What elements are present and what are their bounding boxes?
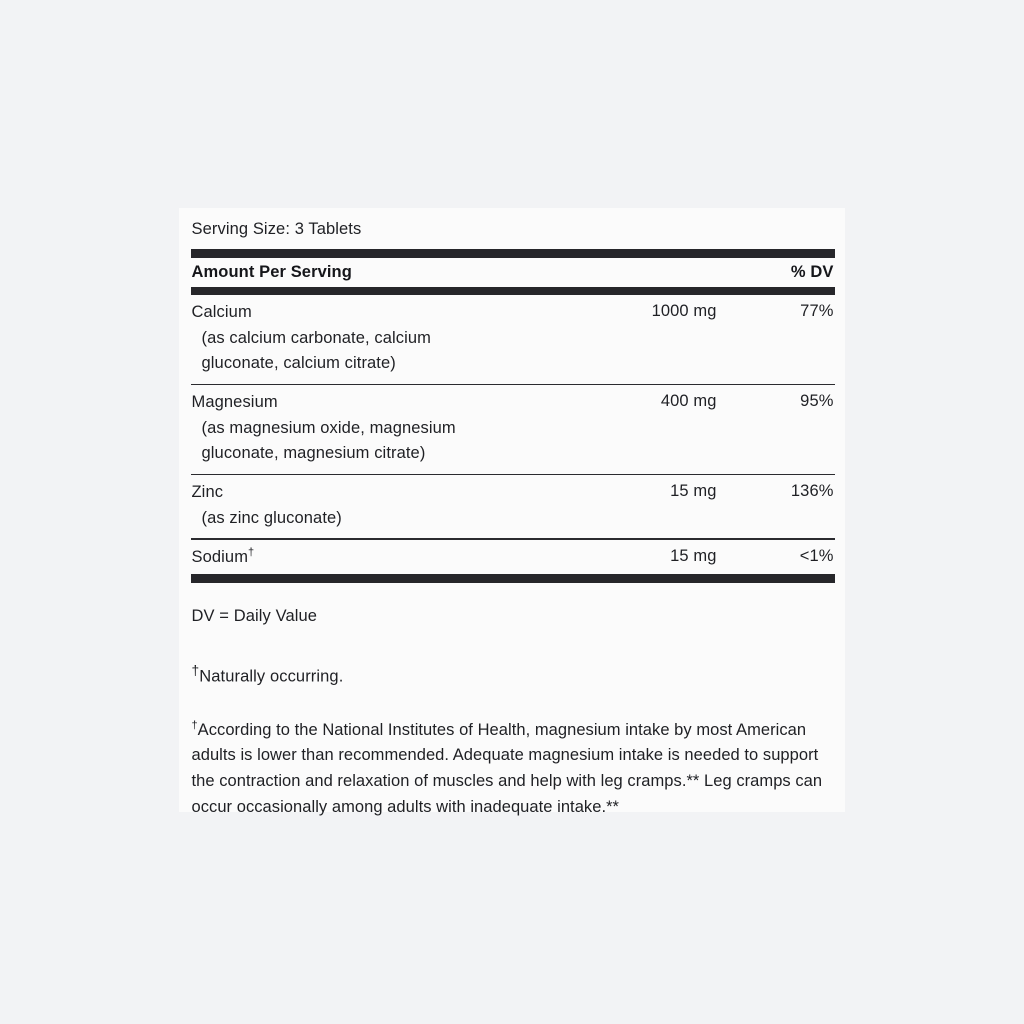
nutrient-source-line: gluconate, magnesium citrate)	[201, 444, 426, 463]
nutrient-source-line: (as magnesium oxide, magnesium	[201, 418, 456, 437]
supplement-facts-card	[179, 208, 845, 816]
table-row	[191, 384, 835, 474]
nutrient-amount: 15 mg	[670, 482, 717, 501]
nutrient-name-text: Sodium	[191, 547, 249, 566]
nih-statement-text: According to the National Institutes of Health, magnesium intake by most American adults is lower than recommended. Adequate magnesium intake is needed to support the contraction and relaxation of muscles and help with leg cramps.** Leg cramps can occur occasionally among adults with inadequate intake.**	[191, 720, 823, 816]
naturally-occurring-text: Naturally occurring.	[199, 667, 344, 686]
footnote-spacer	[191, 630, 835, 658]
table-row	[191, 538, 835, 574]
nutrient-rows	[191, 295, 835, 574]
nutrient-daily-value: 136%	[790, 482, 834, 501]
nutrient-daily-value: <1%	[799, 546, 834, 565]
dagger-marker: †	[248, 546, 255, 559]
footnotes-section	[191, 583, 835, 820]
nutrient-name: Calcium	[191, 303, 252, 321]
nutrient-source-line: gluconate, calcium citrate)	[201, 354, 396, 372]
footnote-spacer	[191, 690, 835, 718]
nutrient-row-magnesium	[191, 385, 835, 474]
dagger-marker: †	[191, 719, 198, 732]
nutrient-name: Zinc	[191, 483, 224, 502]
table-row	[191, 295, 835, 384]
percent-dv-label: % DV	[790, 263, 834, 281]
table-row	[191, 474, 835, 539]
dagger-marker: †	[191, 662, 200, 678]
serving-size-text: Serving Size: 3 Tablets	[191, 220, 362, 238]
nutrient-daily-value: 77%	[800, 302, 834, 320]
nutrient-source-line: (as zinc gluconate)	[201, 508, 342, 527]
nutrient-name	[191, 545, 835, 571]
nutrient-row-sodium	[191, 540, 835, 575]
nutrient-amount: 1000 mg	[651, 302, 717, 320]
supplement-facts-inner	[191, 208, 835, 820]
bottom-black-rule	[191, 574, 835, 583]
nutrient-name: Magnesium	[191, 393, 278, 412]
amount-per-serving-label: Amount Per Serving	[191, 263, 352, 281]
dv-definition-text: DV = Daily Value	[191, 607, 318, 626]
nutrient-amount: 15 mg	[670, 546, 717, 565]
nutrient-source-line: (as calcium carbonate, calcium	[201, 328, 432, 347]
nih-statement-paragraph	[191, 718, 831, 820]
amount-per-serving-header-row	[191, 258, 835, 287]
nutrient-daily-value: 95%	[800, 392, 834, 411]
naturally-occurring-note	[191, 658, 835, 690]
nutrient-row-calcium	[191, 295, 835, 384]
second-black-rule	[191, 287, 835, 295]
nutrient-amount: 400 mg	[660, 392, 717, 411]
nutrient-row-zinc	[191, 475, 835, 538]
top-black-rule	[191, 249, 835, 258]
